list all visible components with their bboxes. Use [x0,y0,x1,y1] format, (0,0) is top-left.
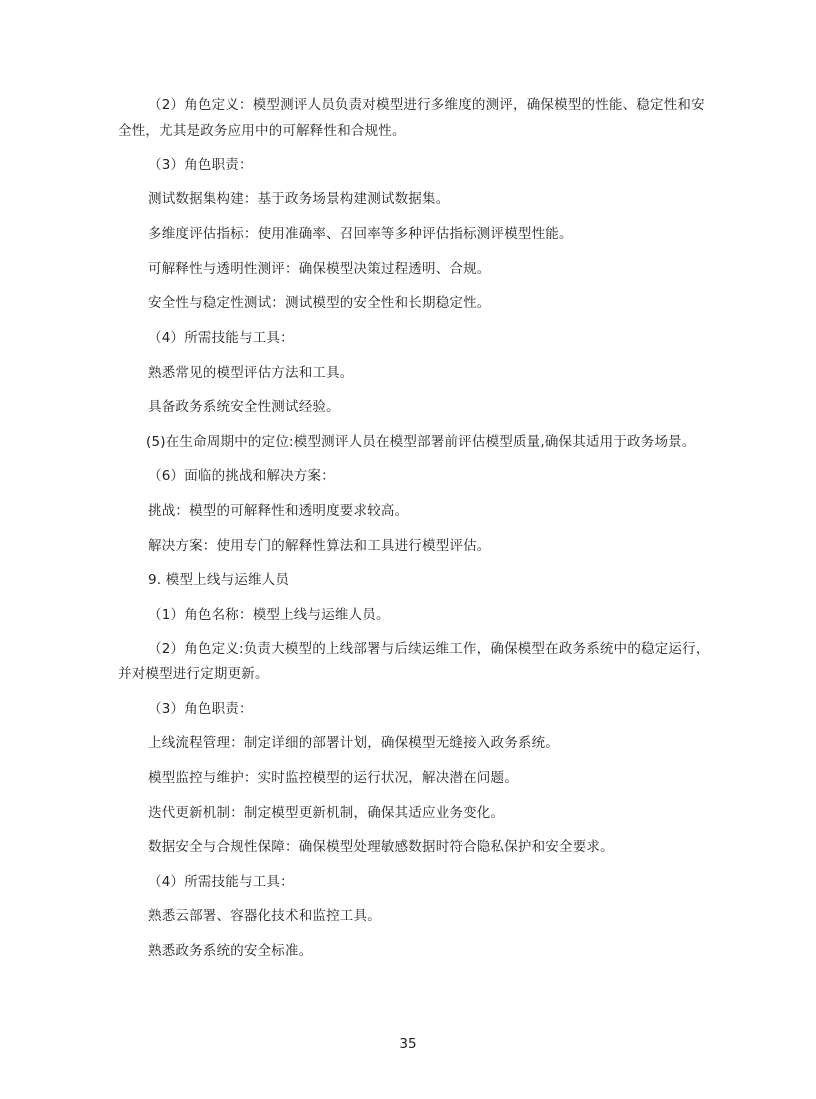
list-item: 数据安全与合规性保障：确保模型处理敏感数据时符合隐私保护和安全要求。 [148,839,614,855]
list-item: 熟悉常见的模型评估方法和工具。 [148,365,354,381]
section-heading: 9. 模型上线与运维人员 [148,572,290,588]
heading-challenges: （6）面临的挑战和解决方案： [148,468,335,484]
list-item: 解决方案：使用专门的解释性算法和工具进行模型评估。 [148,538,491,554]
paragraph-role-definition-line1: （2）角色定义：模型测评人员负责对模型进行多维度的测评，确保模型的性能、稳定性和安 [148,97,705,113]
heading-role-duties: （3）角色职责： [148,157,253,173]
list-item: 熟悉政务系统的安全标准。 [148,943,313,959]
list-item: 可解释性与透明性测评：确保模型决策过程透明、合规。 [148,261,491,277]
list-item: 挑战：模型的可解释性和透明度要求较高。 [148,503,409,519]
heading-skills-tools: （4）所需技能与工具： [148,330,294,346]
heading-role-duties: （3）角色职责： [148,701,253,717]
list-item: 多维度评估指标：使用准确率、召回率等多种评估指标测评模型性能。 [148,226,573,242]
paragraph-lifecycle-position: (5)在生命周期中的定位:模型测评人员在模型部署前评估模型质量,确保其适用于政务场景。 [146,434,696,450]
paragraph-role-definition-line2: 全性，尤其是政务应用中的可解释性和合规性。 [118,123,406,139]
list-item: 安全性与稳定性测试：测试模型的安全性和长期稳定性。 [148,295,491,311]
heading-skills-tools: （4）所需技能与工具： [148,874,294,890]
list-item: 具备政务系统安全性测试经验。 [148,399,340,415]
paragraph-role-name: （1）角色名称：模型上线与运维人员。 [148,607,390,623]
list-item: 模型监控与维护：实时监控模型的运行状况，解决潜在问题。 [148,770,518,786]
list-item: 上线流程管理：制定详细的部署计划，确保模型无缝接入政务系统。 [148,735,559,751]
paragraph-role-definition2-line2: 并对模型进行定期更新。 [118,666,269,682]
list-item: 测试数据集构建：基于政务场景构建测试数据集。 [148,191,450,207]
list-item: 熟悉云部署、容器化技术和监控工具。 [148,908,381,924]
paragraph-role-definition2-line1: （2）角色定义:负责大模型的上线部署与后续运维工作，确保模型在政务系统中的稳定运行， [148,641,710,657]
list-item: 迭代更新机制：制定模型更新机制，确保其适应业务变化。 [148,805,505,821]
page-number: 35 [399,1036,417,1052]
